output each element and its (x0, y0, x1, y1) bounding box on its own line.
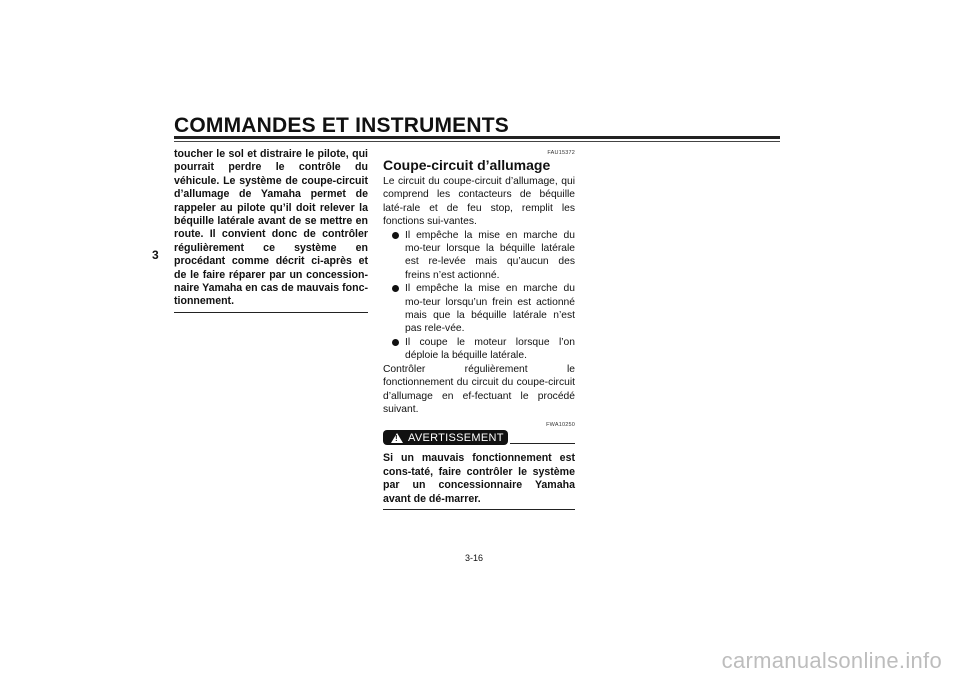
bullet-item (383, 336, 575, 363)
warning-rule (383, 509, 575, 510)
right-column (383, 150, 575, 510)
left-column-rule (174, 312, 368, 313)
chapter-number: 3 (152, 248, 159, 262)
header-rule (174, 136, 780, 139)
bullet-item (383, 282, 575, 336)
outro-paragraph: Contrôler régulièrement le fonctionnement du circuit du coupe-circuit d’allumage en ef-fectuant le procédé suivant. (383, 363, 575, 415)
bullet-icon (392, 339, 399, 346)
page-number: 3-16 (465, 553, 484, 563)
bullet-text: Il coupe le moteur lorsque l’on déploie la béquille latérale. (405, 336, 575, 362)
warning-badge (383, 430, 508, 445)
section-code: FAU15372 (547, 150, 575, 156)
left-column-text: toucher le sol et distraire le pilote, qui pourrait perdre le contrôle du véhicule. Le système de coupe-circuit d’allumage de Yamaha permet de rappeler au pilote qu’il doit relever la béquille latérale avant de se mettre en route. Il convient donc de contrôler régulièrement ce système en procédant comme décrit ci-après et de le faire réparer par un concession-naire Yamaha en cas de mauvais fonc-tionnement. (174, 148, 368, 308)
warning-label: AVERTISSEMENT (408, 431, 504, 444)
left-column (174, 148, 368, 313)
warning-code: FWA10250 (546, 422, 575, 429)
section-title: Coupe-circuit d’allumage (383, 157, 551, 173)
page-title: COMMANDES ET INSTRUMENTS (174, 114, 509, 137)
header-rule-thin (174, 141, 780, 142)
warning-text: Si un mauvais fonctionnement est cons-taté, faire contrôler le système par un concessionnaire Yamaha avant de dé-marrer. (383, 452, 575, 505)
bullet-text: Il empêche la mise en marche du mo-teur lorsque la béquille latérale est re-levée mais qu’aucun des freins n’est actionné. (405, 229, 575, 281)
bullet-item (383, 229, 575, 283)
warning-header (383, 430, 575, 447)
warning-icon (391, 433, 403, 443)
warning-line (510, 443, 575, 444)
bullet-icon (392, 285, 399, 292)
intro-paragraph: Le circuit du coupe-circuit d’allumage, qui comprend les contacteurs de béquille laté-rale et de feu stop, remplit les fonctions sui-vantes. (383, 176, 575, 228)
bullet-text: Il empêche la mise en marche du mo-teur lorsqu’un frein est actionné mais que la béquille latérale n’est pas rele-vée. (405, 283, 575, 335)
watermark: carmanualsonline.info (721, 648, 942, 673)
bullet-icon (392, 232, 399, 239)
bullet-list (383, 229, 575, 363)
chapter-tab (147, 238, 172, 272)
